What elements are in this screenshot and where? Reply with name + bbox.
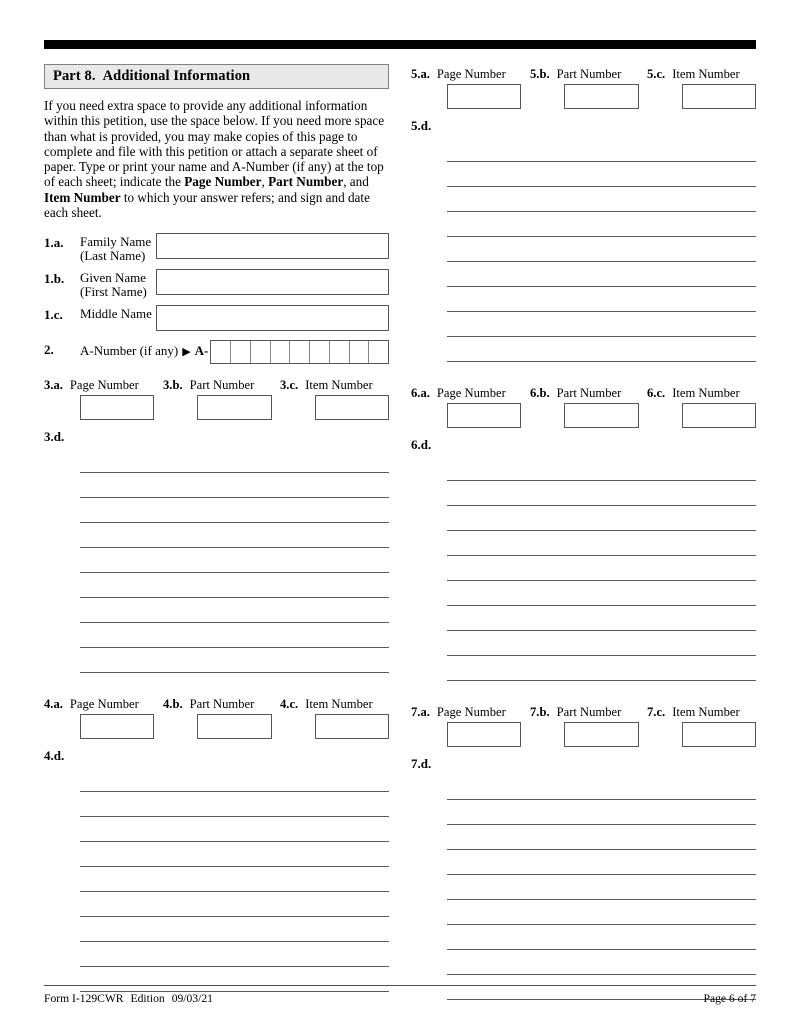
answer-block-3-header	[44, 378, 389, 420]
answer-area-6	[411, 437, 756, 681]
item-number-input-5[interactable]	[682, 84, 756, 109]
page-number-key-4: 4.a.	[44, 697, 63, 712]
part-number-key-5: 5.b.	[530, 67, 550, 81]
part-header	[44, 64, 389, 89]
page-number-label-group-3	[44, 378, 163, 393]
answer-block-4-header	[44, 697, 389, 739]
answer-lines-6[interactable]	[447, 456, 756, 681]
page-number-key-5: 5.a.	[411, 67, 430, 81]
answer-line[interactable]	[80, 792, 389, 817]
item-number-label-4: Item Number	[305, 697, 373, 712]
answer-line[interactable]	[447, 775, 756, 800]
page-number-label-5: Page Number	[436, 67, 506, 81]
item-number-input-7[interactable]	[682, 722, 756, 747]
page-number-label-6: Page Number	[436, 386, 506, 400]
item-number-label-group-6	[647, 386, 740, 401]
answer-line[interactable]	[447, 456, 756, 481]
given-name-label	[80, 269, 156, 299]
given-name-row	[44, 269, 389, 299]
page-number-label-group-4	[44, 697, 163, 712]
top-black-rule	[44, 40, 756, 49]
given-name-input[interactable]	[156, 269, 389, 295]
a-number-cell[interactable]	[211, 341, 231, 363]
part-number-key-6: 6.b.	[530, 386, 550, 400]
answer-line[interactable]	[80, 767, 389, 792]
item-number-label-group-5	[647, 67, 740, 82]
item-number-label-5: Item Number	[672, 67, 740, 81]
part-title: Additional Information	[102, 68, 251, 84]
answer-block-6-labels	[411, 386, 756, 401]
a-number-cell[interactable]	[369, 341, 388, 363]
a-number-label-text: A-Number (if any)	[80, 343, 179, 359]
answer-line[interactable]	[447, 137, 756, 162]
answer-line[interactable]	[447, 162, 756, 187]
answer-key-6: 6.d.	[411, 437, 432, 452]
left-column	[44, 64, 389, 1000]
a-number-cell[interactable]	[330, 341, 350, 363]
answer-lines-5[interactable]	[447, 137, 756, 362]
answer-key-7: 7.d.	[411, 756, 432, 771]
answer-line[interactable]	[80, 892, 389, 917]
answer-lines-4[interactable]	[80, 767, 389, 992]
part-number-input-4[interactable]	[197, 714, 271, 739]
answer-line[interactable]	[447, 950, 756, 975]
page-number-key-3: 3.a.	[44, 378, 63, 393]
footer-page-indicator: Page 6 of 7	[703, 992, 756, 1005]
a-number-cell[interactable]	[350, 341, 370, 363]
given-name-number: 1.b.	[44, 271, 65, 287]
answer-line[interactable]	[447, 825, 756, 850]
family-name-input[interactable]	[156, 233, 389, 259]
answer-line[interactable]	[80, 548, 389, 573]
a-number-cell[interactable]	[290, 341, 310, 363]
part-number-label-5: Part Number	[556, 67, 622, 81]
answer-block-7-labels	[411, 705, 756, 720]
part-number-label-6: Part Number	[556, 386, 622, 400]
answer-line[interactable]	[80, 523, 389, 548]
answer-line[interactable]	[447, 875, 756, 900]
answer-line[interactable]	[447, 187, 756, 212]
answer-line[interactable]	[447, 237, 756, 262]
answer-line[interactable]	[80, 867, 389, 892]
item-number-key-5: 5.c.	[647, 67, 666, 81]
page-number-key-6: 6.a.	[411, 386, 430, 400]
part-number-input-3[interactable]	[197, 395, 271, 420]
right-column	[411, 64, 756, 1000]
part-number-label-group-4	[163, 697, 280, 712]
part-number-label-3: Part Number	[189, 378, 255, 393]
item-number-input-4[interactable]	[315, 714, 389, 739]
answer-line[interactable]	[80, 473, 389, 498]
page-number-key-7: 7.a.	[411, 705, 430, 719]
instructions-text-3: , and	[343, 174, 369, 190]
page-number-label-3: Page Number	[69, 378, 139, 393]
instructions-bold-page-number: Page Number	[184, 174, 262, 190]
answer-line[interactable]	[447, 606, 756, 631]
item-number-key-6: 6.c.	[647, 386, 666, 400]
a-number-cell[interactable]	[231, 341, 251, 363]
item-number-key-7: 7.c.	[647, 705, 666, 719]
two-column-layout	[44, 64, 756, 1000]
answer-block-4-inputs	[44, 714, 389, 739]
answer-line[interactable]	[447, 481, 756, 506]
answer-lines-3[interactable]	[80, 448, 389, 673]
part-number-label-group-5	[530, 67, 647, 82]
instructions-text-4: to which your answer refers; and sign and date each sheet.	[44, 189, 370, 221]
middle-name-number: 1.c.	[44, 307, 63, 323]
answer-line[interactable]	[80, 842, 389, 867]
answer-line[interactable]	[80, 648, 389, 673]
item-number-label-group-4	[280, 697, 373, 712]
a-number-cell[interactable]	[271, 341, 291, 363]
part-number-key-3: 3.b.	[163, 378, 183, 393]
footer-edition-label: Edition	[130, 992, 165, 1005]
item-number-label-group-3	[280, 378, 373, 393]
answer-area-3	[44, 429, 389, 673]
item-number-label-6: Item Number	[672, 386, 740, 400]
item-number-label-3: Item Number	[305, 378, 373, 393]
middle-name-input[interactable]	[156, 305, 389, 331]
answer-line[interactable]	[80, 917, 389, 942]
item-number-label-7: Item Number	[672, 705, 740, 719]
page-number-label-group-6	[411, 386, 530, 401]
answer-line[interactable]	[80, 623, 389, 648]
a-number-cell[interactable]	[251, 341, 271, 363]
answer-line[interactable]	[447, 212, 756, 237]
footer-form-label: Form I-129CWR	[44, 992, 124, 1005]
a-number-prefix: A-	[194, 343, 209, 359]
answer-key-4: 4.d.	[44, 748, 65, 764]
part-number-input-7[interactable]	[564, 722, 638, 747]
page-number-input-5[interactable]	[447, 84, 521, 109]
page-number-label-4: Page Number	[69, 697, 139, 712]
answer-block-4-labels	[44, 697, 389, 712]
part-number-key-7: 7.b.	[530, 705, 550, 719]
middle-name-label-line1: Middle Name	[80, 306, 152, 322]
answer-line[interactable]	[80, 942, 389, 967]
footer-form-info	[44, 992, 213, 1005]
footer-edition-date: 09/03/21	[171, 992, 213, 1005]
part-number-label: Part 8.	[53, 68, 96, 84]
part-number-key-4: 4.b.	[163, 697, 183, 712]
family-name-label-line1: Family Name	[80, 234, 152, 250]
answer-line[interactable]	[447, 312, 756, 337]
instructions-text-2: ,	[261, 174, 269, 190]
answer-line[interactable]	[447, 506, 756, 531]
answer-line[interactable]	[80, 573, 389, 598]
answer-line[interactable]	[447, 800, 756, 825]
middle-name-label	[80, 305, 156, 321]
answer-block-5-labels	[411, 67, 756, 82]
right-arrow-icon: ▶	[182, 346, 191, 359]
page-number-input-6[interactable]	[447, 403, 521, 428]
given-name-label-line2: (First Name)	[80, 284, 147, 300]
answer-key-5: 5.d.	[411, 118, 432, 133]
answer-line[interactable]	[447, 656, 756, 681]
answer-area-7	[411, 756, 756, 1000]
part-number-input-6[interactable]	[564, 403, 638, 428]
item-number-label-group-7	[647, 705, 740, 720]
answer-line[interactable]	[447, 925, 756, 950]
a-number-number: 2.	[44, 342, 54, 358]
answer-line[interactable]	[447, 900, 756, 925]
instructions-paragraph	[44, 98, 389, 220]
family-name-label-line2: (Last Name)	[80, 248, 146, 264]
part-number-label-group-7	[530, 705, 647, 720]
page-number-label-group-5	[411, 67, 530, 82]
answer-line[interactable]	[447, 850, 756, 875]
answer-line[interactable]	[447, 631, 756, 656]
answer-block-5-header	[411, 67, 756, 109]
answer-block-3-labels	[44, 378, 389, 393]
family-name-row	[44, 233, 389, 263]
answer-block-7-inputs	[411, 722, 756, 747]
part-number-input-5[interactable]	[564, 84, 638, 109]
answer-line[interactable]	[80, 817, 389, 842]
answer-line[interactable]	[447, 581, 756, 606]
part-number-label-group-3	[163, 378, 280, 393]
item-number-input-6[interactable]	[682, 403, 756, 428]
answer-line[interactable]	[447, 287, 756, 312]
answer-block-5-inputs	[411, 84, 756, 109]
middle-name-row	[44, 305, 389, 331]
instructions-text-1: If you need extra space to provide any additional information within this petition, use the space below. If you need more space than what is provided, you may make copies of this page to complete and file with this petition or attach a separate sheet of paper. Type or print your name and A-Number (if any) at the top of each sheet; indicate the	[44, 98, 385, 190]
page-footer	[44, 992, 756, 1005]
answer-line[interactable]	[447, 531, 756, 556]
item-number-key-3: 3.c.	[280, 378, 299, 393]
family-name-label	[80, 233, 156, 263]
answer-line[interactable]	[447, 556, 756, 581]
answer-line[interactable]	[447, 337, 756, 362]
item-number-key-4: 4.c.	[280, 697, 299, 712]
page-number-label-group-7	[411, 705, 530, 720]
answer-area-5	[411, 118, 756, 362]
footer-divider	[44, 985, 756, 986]
a-number-label	[80, 340, 208, 359]
answer-lines-7[interactable]	[447, 775, 756, 1000]
answer-block-6-header	[411, 386, 756, 428]
answer-block-6-inputs	[411, 403, 756, 428]
a-number-input[interactable]	[210, 340, 389, 364]
answer-block-7-header	[411, 705, 756, 747]
answer-key-3: 3.d.	[44, 429, 65, 445]
a-number-row	[44, 340, 389, 364]
instructions-bold-part-number: Part Number	[268, 174, 344, 190]
answer-block-3-inputs	[44, 395, 389, 420]
part-number-label-7: Part Number	[556, 705, 622, 719]
a-number-cell[interactable]	[310, 341, 330, 363]
answer-line[interactable]	[80, 967, 389, 992]
family-name-number: 1.a.	[44, 235, 64, 251]
part-number-label-group-6	[530, 386, 647, 401]
answer-line[interactable]	[80, 598, 389, 623]
item-number-input-3[interactable]	[315, 395, 389, 420]
answer-line[interactable]	[80, 498, 389, 523]
part-number-label-4: Part Number	[189, 697, 255, 712]
page-number-input-3[interactable]	[80, 395, 154, 420]
page-number-input-4[interactable]	[80, 714, 154, 739]
given-name-label-line1: Given Name	[80, 270, 147, 286]
page-number-label-7: Page Number	[436, 705, 506, 719]
answer-line[interactable]	[80, 448, 389, 473]
answer-line[interactable]	[447, 262, 756, 287]
answer-area-4	[44, 748, 389, 992]
instructions-bold-item-number: Item Number	[44, 189, 121, 205]
page-number-input-7[interactable]	[447, 722, 521, 747]
